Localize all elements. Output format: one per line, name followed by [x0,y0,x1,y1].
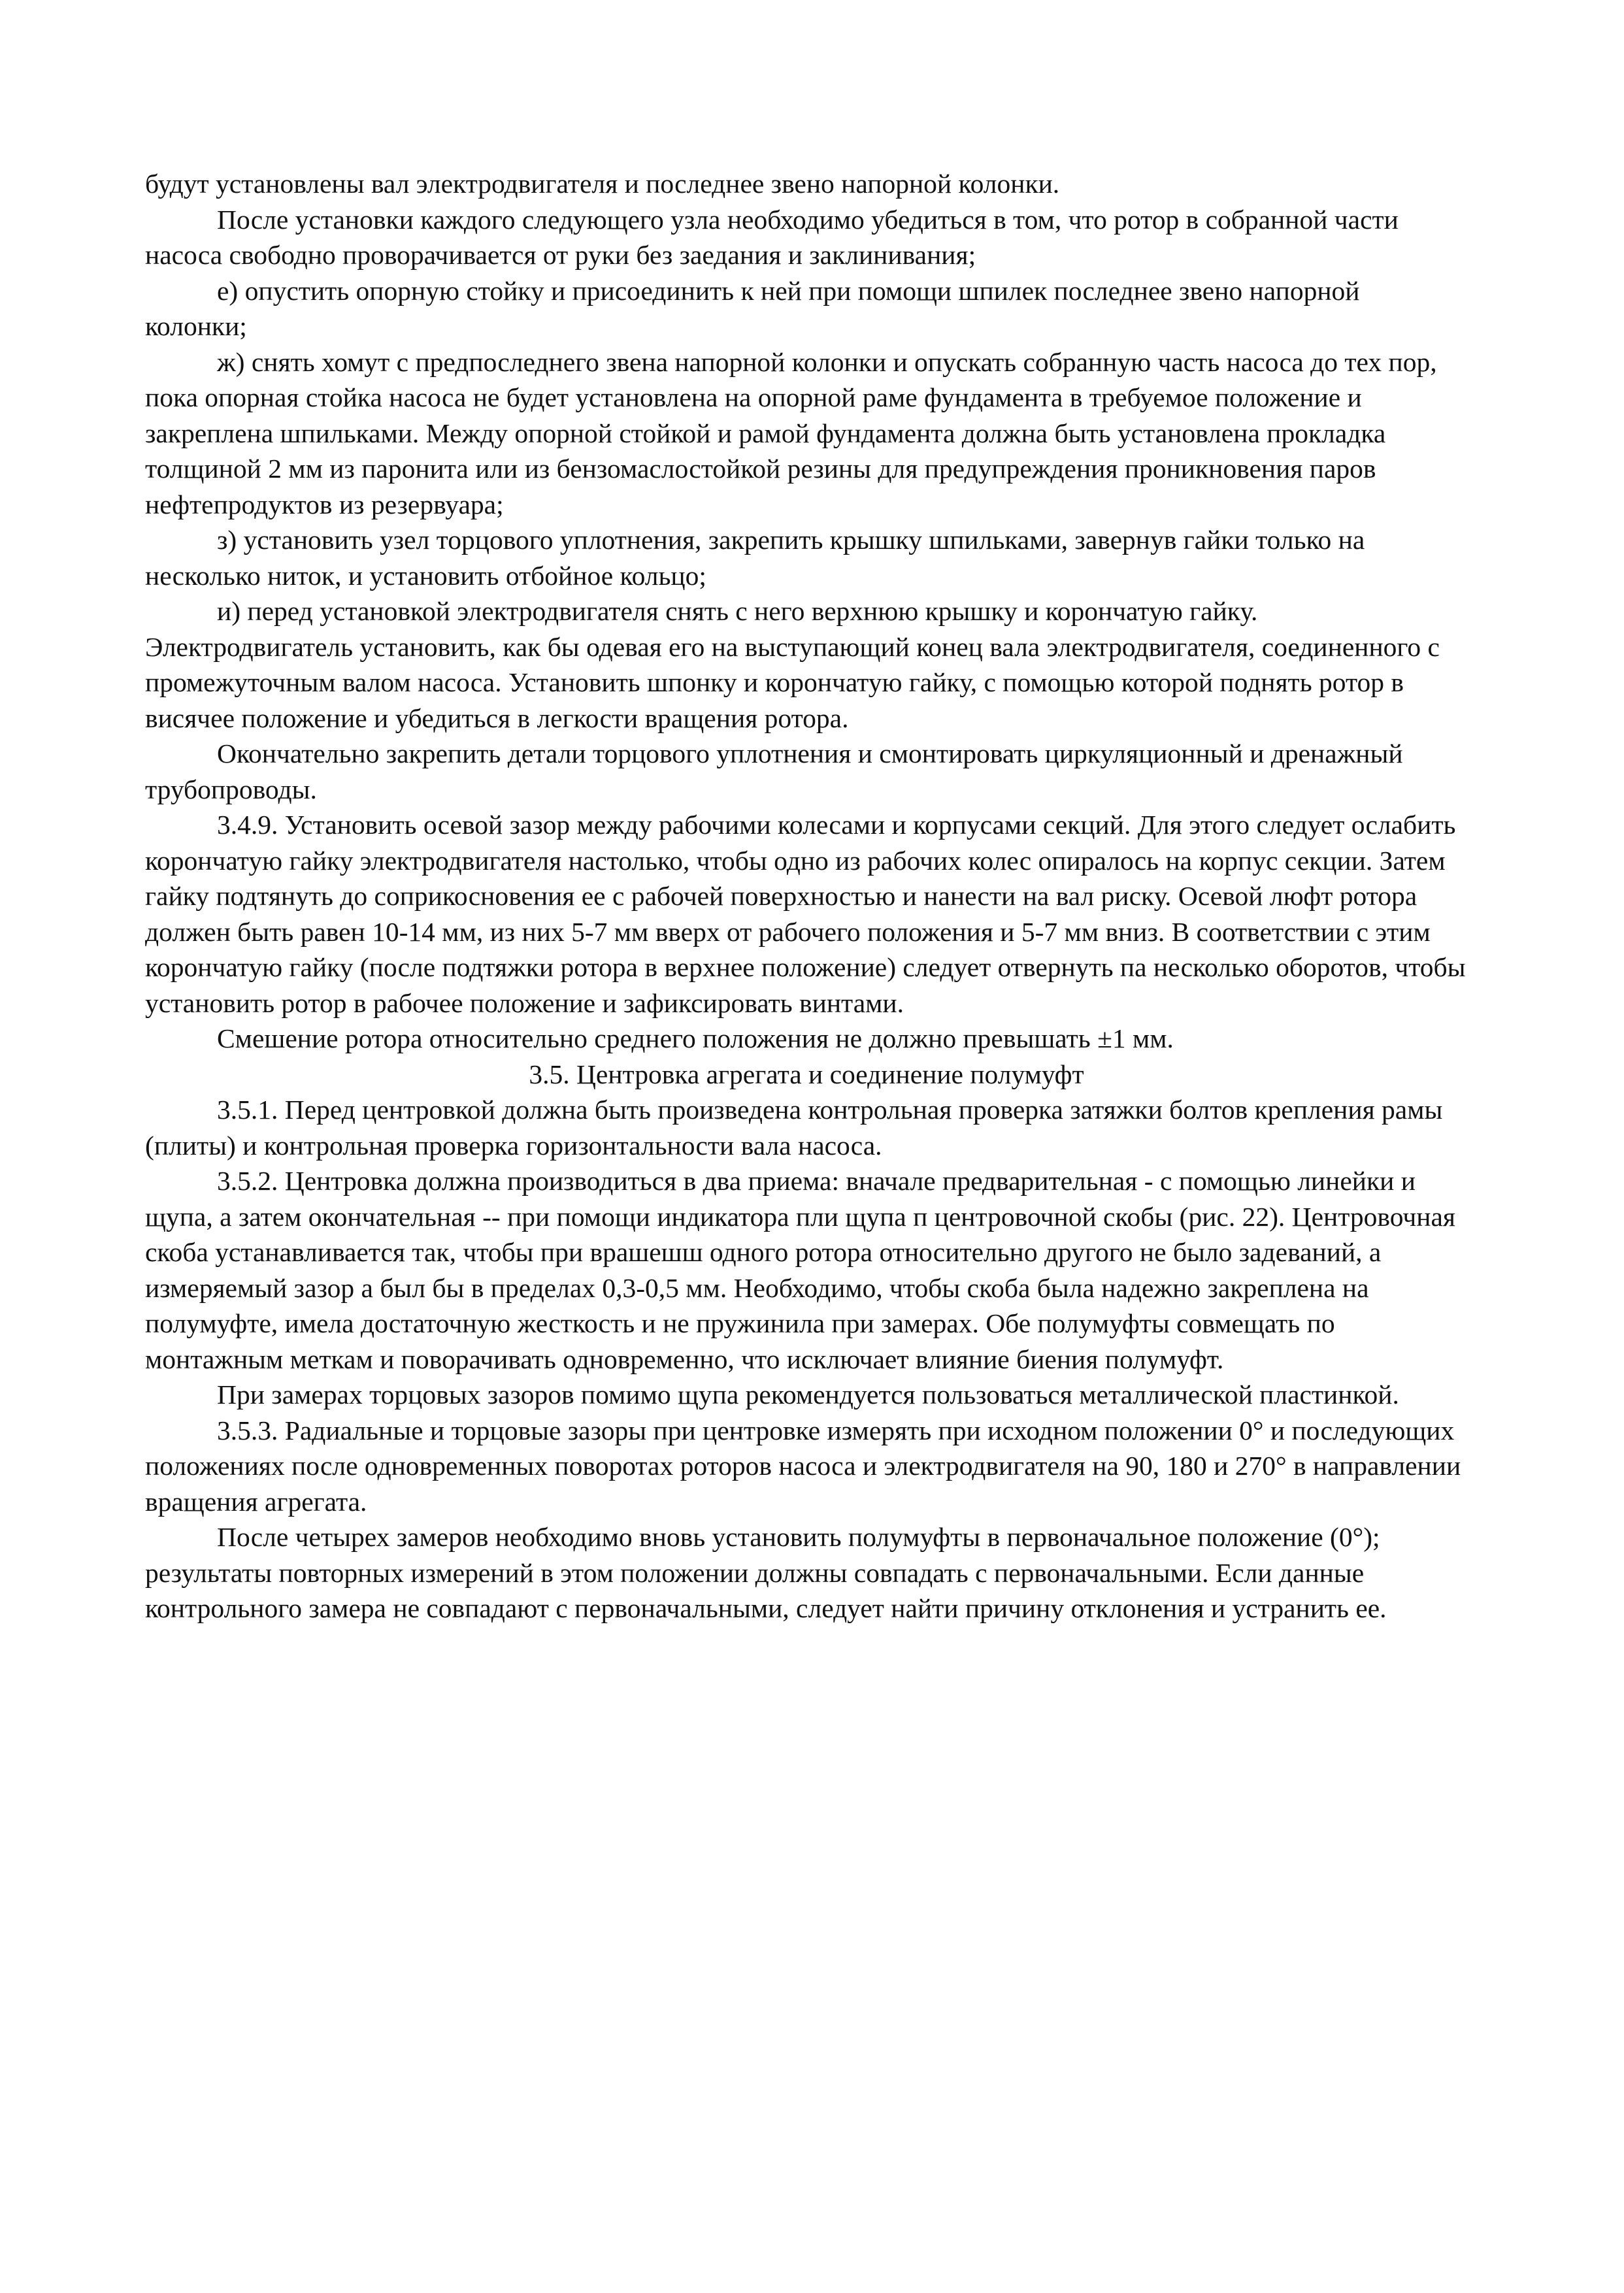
paragraph-3-5-3: 3.5.3. Радиальные и торцовые зазоры при центровке измерять при исходном положении 0° и последующих положениях после одновременных поворотах роторов насоса и электродвигателя на 90, 180 и 270° в направлении вращения агрегата. [145,1415,1461,1517]
paragraph-end-gaps: При замерах торцовых зазоров помимо щупа рекомендуется пользоваться металлической пластинкой. [217,1379,1399,1410]
paragraph-rotor-check: После установки каждого следующего узла необходимо убедиться в том, что ротор в собранной части насоса свободно проворачивается от руки без заедания и заклинивания; [145,204,1399,270]
section-heading-3-5: 3.5. Центровка агрегата и соединение полумуфт [529,1059,1084,1089]
paragraph-step-i: и) перед установкой электродвигателя снять с него верхнюю крышку и корончатую гайку. Электродвигатель установить, как бы одевая его на выступающий конец вала электродвигателя, соединенного с промежуточным валом насоса. Установить шпонку и корончатую гайку, с помощью которой поднять ротор в висячее положение и убедиться в легкости вращения ротора. [145,596,1440,733]
document-body [145,166,1468,1626]
paragraph-3-4-9: 3.4.9. Установить осевой зазор между рабочими колесами и корпусами секций. Для этого следует ослабить корончатую гайку электродвигателя настолько, чтобы одно из рабочих колес опиралось на корпус секции. Затем гайку подтянуть до соприкосновения ее с рабочей поверхностью и нанести на вал риску. Осевой люфт ротора должен быть равен 10-14 мм, из них 5-7 мм вверх от рабочего положения и 5-7 мм вниз. В соответствии с этим корончатую гайку (после подтяжки ротора в верхнее положение) следует отвернуть па несколько оборотов, чтобы установить ротор в рабочее положение и зафиксировать винтами. [145,810,1466,1018]
paragraph-final-fix: Окончательно закрепить детали торцового уплотнения и смонтировать циркуляционный и дренажный трубопроводы. [145,738,1403,804]
paragraph-step-z: з) установить узел торцового уплотнения, закрепить крышку шпильками, завернув гайки только на несколько ниток, и установить отбойное кольцо; [145,525,1365,591]
paragraph-step-zh: ж) снять хомут с предпоследнего звена напорной колонки и опускать собранную часть насоса до тех пор, пока опорная стойка насоса не будет установлена на опорной раме фундамента в требуемое положение и закреплена шпильками. Между опорной стойкой и рамой фундамента должна быть установлена прокладка толщиной 2 мм из паронита или из бензомаслостойкой резины для предупреждения проникновения паров нефтепродуктов из резервуара; [145,346,1437,520]
paragraph-step-e: е) опустить опорную стойку и присоединить к ней при помощи шпилек последнее звено напорной колонки; [145,275,1360,341]
paragraph-3-5-2: 3.5.2. Центровка должна производиться в два приема: вначале предварительная - с помощью линейки и щупа, а затем окончательная -- при помощи индикатора пли щупа п центровочной скобы (рис. 22). Центровочная скоба устанавливается так, чтобы при врашешш одного ротора относительно другого не было задеваний, а измеряемый зазор а был бы в пределах 0,3-0,5 мм. Необходимо, чтобы скоба была надежно закреплена на полумуфте, имела достаточную жесткость и не пружинила при замерах. Обе полумуфты совмещать по монтажным меткам и поворачивать одновременно, что исключает влияние биения полумуфт. [145,1166,1455,1374]
paragraph-four-measurements: После четырех замеров необходимо вновь установить полумуфты в первоначальное положение (0°); результаты повторных измерений в этом положении должны совпадать с первоначальными. Если данные контрольного замера не совпадают с первоначальными, следует найти причину отклонения и устранить ее. [145,1522,1387,1623]
paragraph-rotor-shift: Смешение ротора относительно среднего положения не должно превышать ±1 мм. [217,1023,1174,1053]
paragraph-3-5-1: 3.5.1. Перед центровкой должна быть произведена контрольная проверка затяжки болтов крепления рамы (плиты) и контрольная проверка горизонтальности вала насоса. [145,1095,1443,1161]
paragraph-continuation: будут установлены вал электродвигателя и последнее звено напорной колонки. [145,169,1060,199]
